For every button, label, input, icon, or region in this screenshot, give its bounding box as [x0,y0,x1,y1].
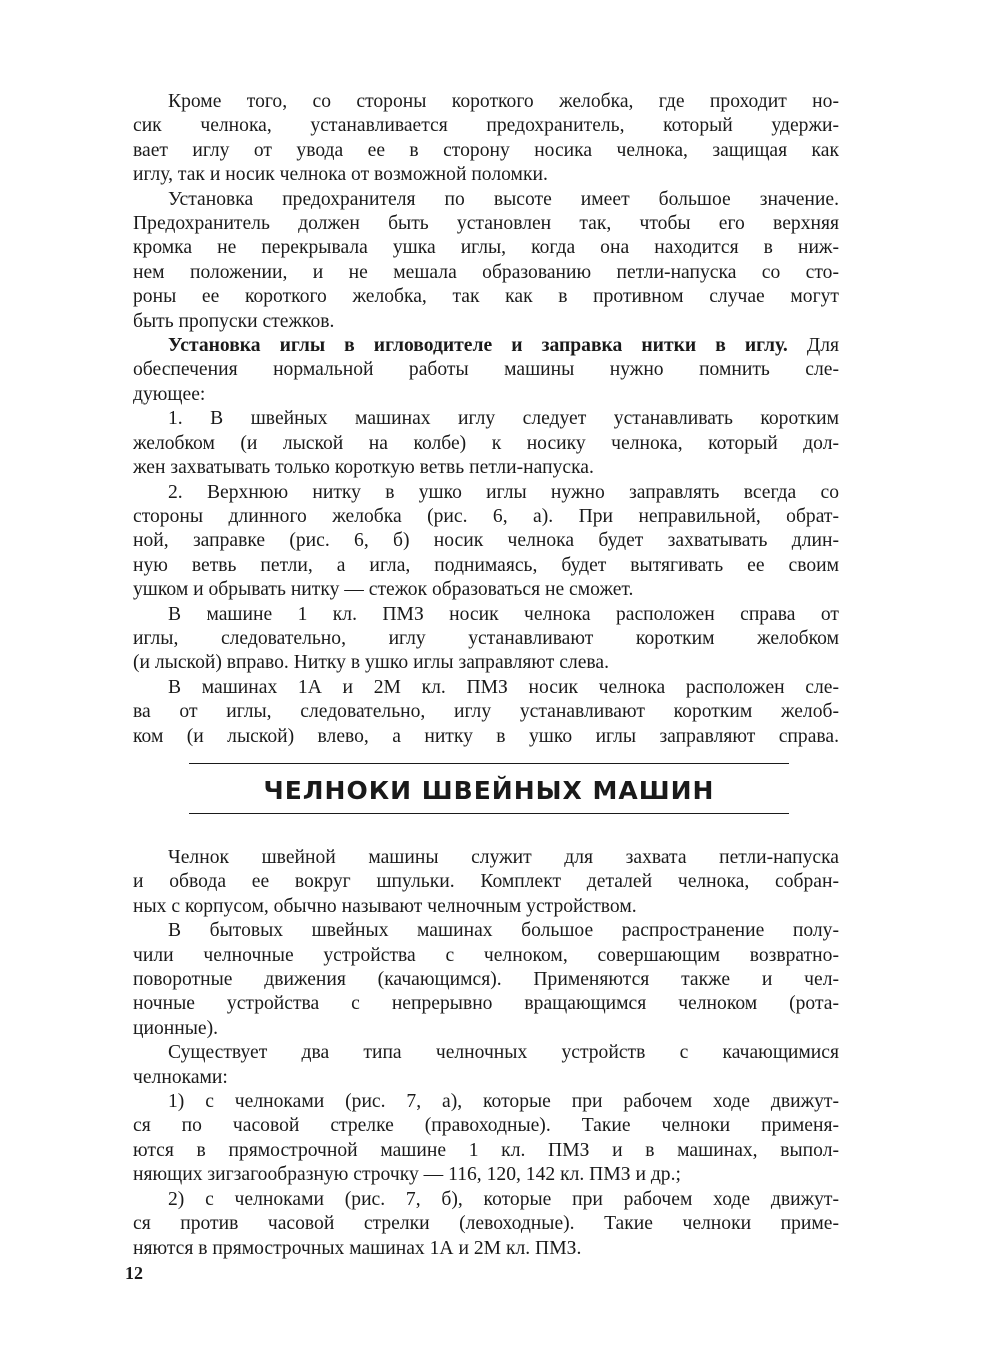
text-line: В бытовых швейных машинах большое распространение полу- [168,920,839,942]
heading-title: ЧЕЛНОКИ ШВЕЙНЫХ МАШИН [263,776,715,805]
paragraph-chelnok-definition [133,846,839,919]
heading-rule-bottom [189,813,789,814]
list-item-type-2 [133,1188,839,1261]
text-line: ся по часовой стрелке (правоходные). Такие челноки применя- [133,1115,839,1137]
paragraph-guard-height [133,188,839,334]
text-line: быть пропуски стежков. [133,310,335,332]
text-line: Кроме того, со стороны короткого желобка, где проходит но- [168,91,839,112]
text-line: чили челночные устройства с челноком, совершающим возвратно- [133,944,839,966]
text-line: ются в прямострочной машине 1 кл. ПМЗ и в машинах, выпол- [133,1139,839,1161]
text-line: 2. Верхнюю нитку в ушко иглы нужно заправлять всегда со [168,481,839,503]
run-in-heading: Установка иглы в игловодителе и заправка нитки в иглу. [168,335,788,357]
text-line: Челнок швейной машины служит для захвата петли-напуска [168,847,839,868]
list-item-2 [133,481,839,603]
list-item-1 [133,407,839,480]
text-line: вает иглу от увода ее в сторону носика челнока, защищая как [133,139,839,161]
text-line: ушком и обрывать нитку — стежок образоваться не сможет. [133,579,634,601]
text-line: обеспечения нормальной работы машины нужно помнить сле- [133,359,839,381]
text-line: ва от иглы, следовательно, иглу устанавливают коротким желоб- [133,701,839,723]
page-number: 12 [125,1263,143,1283]
text-line: няющих зигзагообразную строчку — 116, 120, 142 кл. ПМЗ и др.; [133,1164,681,1186]
text-line: ком (и лыской) влево, а нитку в ушко иглы заправляют справа. [133,725,839,747]
section-heading [189,763,789,814]
text-line: В машине 1 кл. ПМЗ носик челнока расположен справа от [168,603,839,625]
text-line: челноками: [133,1066,228,1088]
text-line: роны ее короткого желобка, так как в противном случае могут [133,286,839,308]
list-item-type-1 [133,1090,839,1188]
text-line: желобком (и лыской на колбе) к носику челнока, который дол- [133,432,839,454]
text-line: 1. В швейных машинах иглу следует устанавливать коротким [168,408,839,430]
text-line: стороны длинного желобка (рис. 6, а). При неправильной, обрат- [133,505,839,527]
text-line: Установка предохранителя по высоте имеет большое значение. [168,188,839,210]
paragraph-chelnok-guard [133,90,839,188]
text-line: няются в прямострочных машинах 1А и 2М кл. ПМЗ. [133,1237,582,1259]
text-line [133,334,839,358]
text-line: нем положении, и не мешала образованию петли-напуска со сто- [133,261,839,283]
text-line: жен захватывать только короткую ветвь петли-напуска. [133,457,594,479]
paragraph-machines-1a-2m [133,676,839,749]
text-line: сик челнока, устанавливается предохранитель, который удержи- [133,115,839,137]
text-line: (и лыской) вправо. Нитку в ушко иглы заправляют слева. [133,652,610,674]
paragraph-machine-1 [133,603,839,676]
text-line: дующее: [133,383,206,405]
text-line: В машинах 1А и 2М кл. ПМЗ носик челнока расположен сле- [168,676,839,698]
text-line: Существует два типа челночных устройств с качающимися [168,1042,839,1064]
text-line: иглы, следовательно, иглу устанавливают коротким желобком [133,627,839,649]
section-1 [133,90,839,749]
text-line: и обвода ее вокруг шпульки. Комплект деталей челнока, собран- [133,871,839,893]
text-line: кромка не перекрывала ушка иглы, когда она находится в ниж- [133,237,839,259]
paragraph-two-types [133,1041,839,1090]
text-line: ся против часовой стрелки (левоходные). Такие челноки приме- [133,1213,839,1235]
text-line: иглу, так и носик челнока от возможной поломки. [133,164,548,186]
text-line: ночные устройства с непрерывно вращающимся челноком (рота- [133,993,839,1015]
text-line: 2) с челноками (рис. 7, б), которые при рабочем ходе движут- [168,1188,839,1210]
text-line: ционные). [133,1017,219,1039]
section-2 [133,846,839,1261]
text-line: ных с корпусом, обычно называют челночным устройством. [133,895,637,917]
text-line: Предохранитель должен быть установлен так, чтобы его верхняя [133,213,839,235]
text-line: ной, заправке (рис. 6, б) носик челнока будет захватывать длин- [133,530,839,552]
text-line: ную ветвь петли, а игла, поднимаясь, будет вытягивать ее своим [133,554,839,576]
text-line: поворотные движения (качающимся). Применяются также и чел- [133,969,839,991]
text-run: Для [787,335,839,357]
paragraph-needle-setup [133,334,839,407]
text-line: 1) с челноками (рис. 7, а), которые при рабочем ходе движут- [168,1091,839,1113]
paragraph-household-machines [133,919,839,1041]
